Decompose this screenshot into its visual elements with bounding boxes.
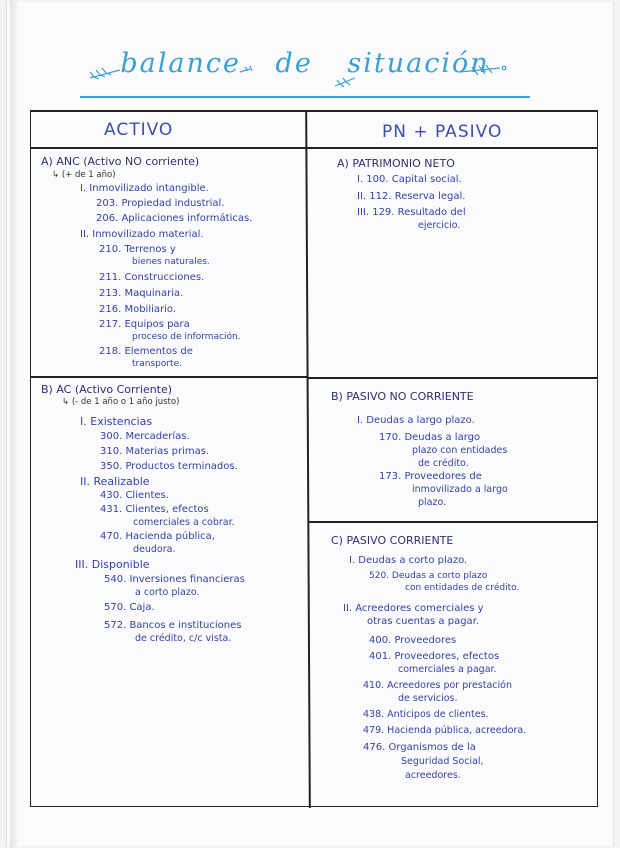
pc-item-400: 400. Proveedores (369, 635, 457, 646)
ac-group-3: III. Disponible (75, 558, 150, 571)
anc-heading: A) ANC (Activo NO corriente) (41, 155, 200, 168)
right-section-divider-2 (308, 521, 597, 523)
anc-item-211: 211. Construcciones. (99, 272, 205, 283)
anc-item-217-line2: proceso de información. (132, 332, 241, 342)
anc-sub: ↳ (+ de 1 año) (52, 170, 116, 180)
pnc-heading: B) PASIVO NO CORRIENTE (331, 390, 474, 403)
ac-heading: B) AC (Activo Corriente) (41, 383, 173, 396)
pc-heading: C) PASIVO CORRIENTE (331, 534, 454, 547)
right-section-divider-1 (308, 377, 597, 379)
anc-group-1: I. Inmovilizado intangible. (80, 183, 209, 194)
ac-item-470-line1: 470. Hacienda pública, (100, 531, 215, 542)
anc-item-213: 213. Maquinaria. (99, 288, 184, 299)
page-title (80, 42, 530, 94)
ac-item-572-line1: 572. Bancos e instituciones (104, 620, 242, 631)
pc-group-2-line1: II. Acreedores comerciales y (343, 603, 484, 614)
pn-item-129-line2: ejercicio. (418, 220, 461, 231)
pc-item-476-line1: 476. Organismos de la (363, 742, 476, 753)
pc-item-401-line1: 401. Proveedores, efectos (369, 651, 500, 662)
ac-group-1: I. Existencias (80, 415, 153, 428)
table-header-divider (30, 147, 598, 149)
ac-group-2: II. Realizable (80, 475, 150, 488)
pc-item-476-line2: Seguridad Social, (401, 756, 484, 767)
pc-group-1: I. Deudas a corto plazo. (349, 555, 468, 566)
title-text: balance de situación (120, 48, 490, 79)
ac-item-350: 350. Productos terminados. (100, 461, 238, 472)
pnc-item-173-line2: inmovilizado a largo (412, 484, 508, 495)
pc-item-401-line2: comerciales a pagar. (398, 664, 497, 675)
table-top-border (30, 110, 598, 112)
pn-item-129-line1: III. 129. Resultado del (357, 207, 466, 218)
pnc-item-173-line3: plazo. (418, 497, 447, 508)
ac-item-572-line2: de crédito, c/c vista. (135, 633, 232, 644)
anc-group-2: II. Inmovilizado material. (80, 229, 204, 240)
pnc-item-170-line3: de crédito. (418, 458, 469, 469)
anc-item-218-line1: 218. Elementos de (99, 346, 193, 357)
ac-item-470-line2: deudora. (133, 544, 176, 555)
pn-item-112: II. 112. Reserva legal. (357, 191, 466, 202)
ac-sub: ↳ (- de 1 año o 1 año justo) (62, 397, 180, 407)
ac-item-300: 300. Mercaderías. (100, 431, 190, 442)
column-header-activo: ACTIVO (104, 120, 174, 140)
pc-item-410-line1: 410. Acreedores por prestación (363, 680, 512, 691)
pc-item-520-line2: con entidades de crédito. (405, 583, 520, 593)
pnc-group-1: I. Deudas a largo plazo. (357, 415, 475, 426)
ac-item-540-line1: 540. Inversiones financieras (104, 574, 245, 585)
ac-item-431-line2: comerciales a cobrar. (133, 517, 235, 528)
left-section-divider (30, 376, 308, 378)
pc-group-2-line2: otras cuentas a pagar. (367, 616, 480, 627)
anc-item-203: 203. Propiedad industrial. (96, 198, 225, 209)
anc-item-217-line1: 217. Equipos para (99, 319, 190, 330)
pnc-item-170-line2: plazo con entidades (412, 445, 508, 456)
anc-item-210-line1: 210. Terrenos y (99, 244, 176, 255)
pc-item-410-line2: de servicios. (398, 693, 458, 704)
pc-item-476-line3: acreedores. (405, 770, 461, 781)
ac-item-430: 430. Clientes. (100, 490, 169, 501)
pnc-item-173-line1: 173. Proveedores de (379, 471, 482, 482)
ac-item-540-line2: a corto plazo. (135, 587, 200, 598)
pn-heading: A) PATRIMONIO NETO (337, 157, 455, 170)
pc-item-479: 479. Hacienda pública, acreedora. (363, 725, 527, 736)
anc-item-210-line2: bienes naturales. (132, 257, 210, 267)
anc-item-206: 206. Aplicaciones informáticas. (96, 213, 253, 224)
ac-item-570: 570. Caja. (104, 602, 155, 613)
anc-item-216: 216. Mobiliario. (99, 304, 177, 315)
pc-item-438: 438. Anticipos de clientes. (363, 709, 489, 720)
ac-item-310: 310. Materias primas. (100, 446, 210, 457)
pnc-item-170-line1: 170. Deudas a largo (379, 432, 481, 443)
pc-item-520-line1: 520. Deudas a corto plazo (369, 571, 488, 581)
pn-item-100: I. 100. Capital social. (357, 174, 462, 185)
column-header-pn-pasivo: PN + PASIVO (382, 122, 503, 142)
title-underline (80, 96, 530, 98)
ac-item-431-line1: 431. Clientes, efectos (100, 504, 209, 515)
anc-item-218-line2: transporte. (132, 359, 182, 369)
page-edge-shadow (10, 0, 18, 848)
